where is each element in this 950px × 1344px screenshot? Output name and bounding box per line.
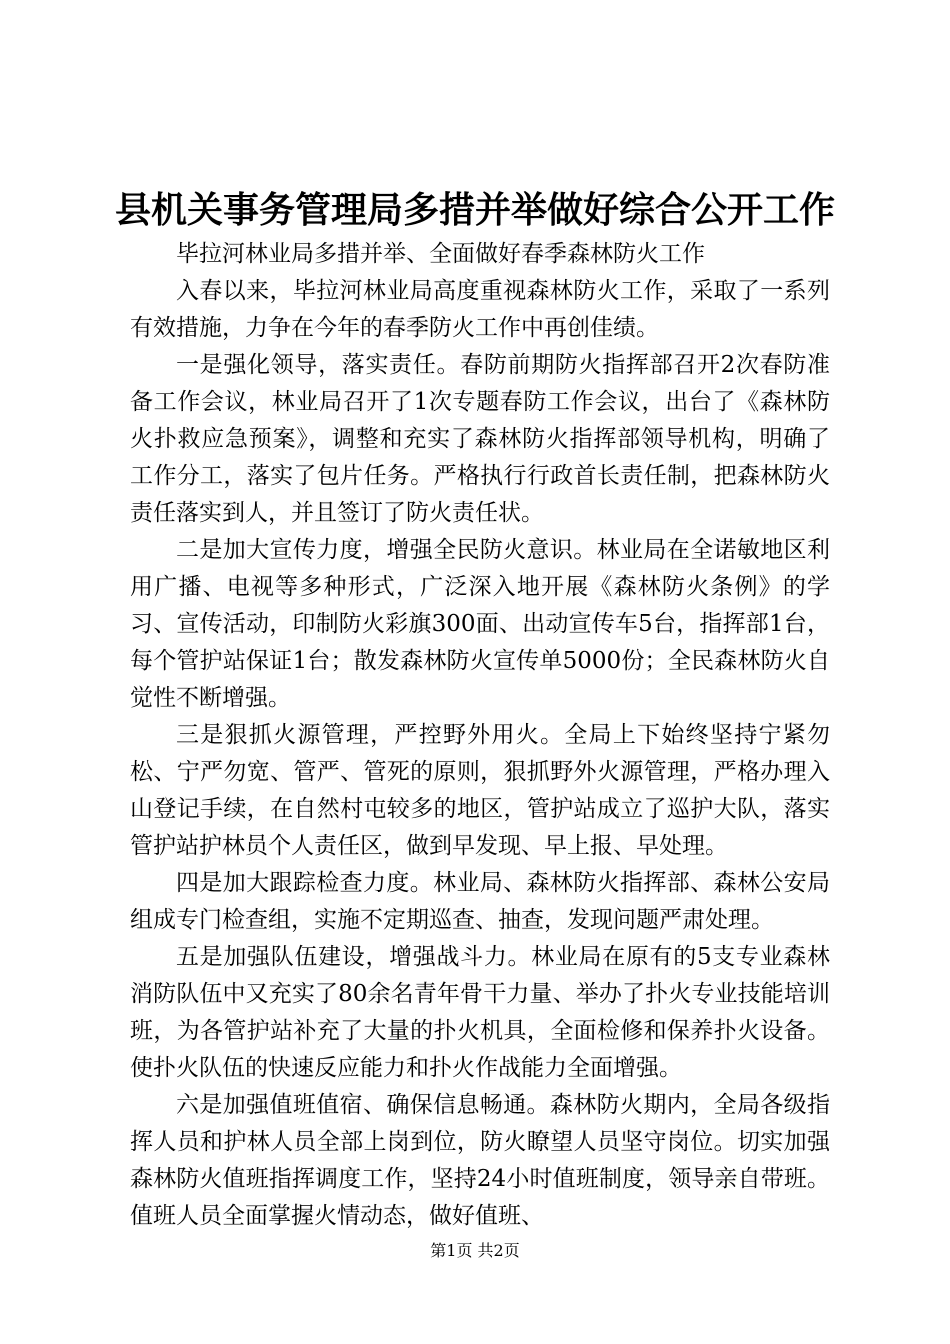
paragraph-4: 四是加大跟踪检查力度。林业局、森林防火指挥部、森林公安局组成专门检查组，实施不定期巡查、抽查，发现问题严肃处理。 xyxy=(130,870,830,933)
paragraph-2: 二是加大宣传力度，增强全民防火意识。林业局在全诺敏地区利用广播、电视等多种形式，广泛深入地开展《森林防火条例》的学习、宣传活动，印制防火彩旗300面、出动宣传车5台，指挥部1台，每个管护站保证1台；散发森林防火宣传单5000份；全民森林防火自觉性不断增强。 xyxy=(130,537,830,711)
page-number-footer: 第1页 共2页 xyxy=(430,1241,520,1260)
document-title: 县机关事务管理局多措并举做好综合公开工作 xyxy=(114,189,835,231)
paragraph-1: 一是强化领导，落实责任。春防前期防火指挥部召开2次春防准备工作会议，林业局召开了1次专题春防工作会议，出台了《森林防火扑救应急预案》，调整和充实了森林防火指挥部领导机构，明确了工作分工，落实了包片任务。严格执行行政首长责任制，把森林防火责任落实到人，并且签订了防火责任状。 xyxy=(130,352,830,526)
paragraph-6: 六是加强值班值宿、确保信息畅通。森林防火期内，全局各级指挥人员和护林人员全部上岗到位，防火瞭望人员坚守岗位。切实加强森林防火值班指挥调度工作，坚持24小时值班制度，领导亲自带班。值班人员全面掌握火情动态，做好值班、 xyxy=(130,1092,830,1229)
paragraph-5: 五是加强队伍建设，增强战斗力。林业局在原有的5支专业森林消防队伍中又充实了80余名青年骨干力量、举办了扑火专业技能培训班，为各管护站补充了大量的扑火机具，全面检修和保养扑火设备。使扑火队伍的快速反应能力和扑火作战能力全面增强。 xyxy=(130,944,830,1081)
paragraph-intro: 入春以来，毕拉河林业局高度重视森林防火工作，采取了一系列有效措施，力争在今年的春季防火工作中再创佳绩。 xyxy=(130,278,830,341)
document-body xyxy=(130,236,830,1235)
document-subtitle: 毕拉河林业局多措并举、全面做好春季森林防火工作 xyxy=(176,241,705,267)
paragraph-3: 三是狠抓火源管理，严控野外用火。全局上下始终坚持宁紧勿松、宁严勿宽、管严、管死的原则，狠抓野外火源管理，严格办理入山登记手续，在自然村屯较多的地区，管护站成立了巡护大队，落实管护站护林员个人责任区，做到早发现、早上报、早处理。 xyxy=(130,722,830,859)
